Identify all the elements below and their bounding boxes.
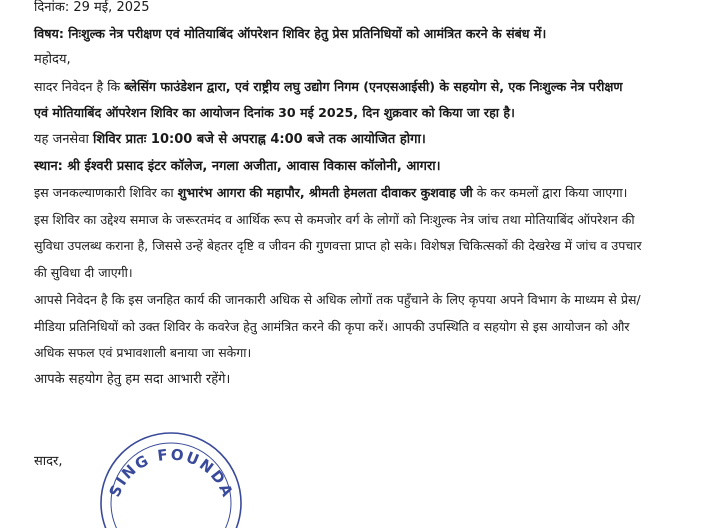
paragraph-intro-line-2: एवं मोतियाबिंद ऑपरेशन शिविर का आयोजन दिनांक 30 मई 2025, दिन शुक्रवार को किया जा रहा है। bbox=[34, 105, 515, 120]
paragraph-intro-line-1 bbox=[34, 77, 623, 97]
closing: सादर, bbox=[34, 454, 63, 469]
inauguration-lead: इस जनकल्याणकारी शिविर का bbox=[34, 185, 178, 200]
letter-subject: विषय: निःशुल्क नेत्र परीक्षण एवं मोतियाबिंद ऑपरेशन शिविर हेतु प्रेस प्रतिनिधियों को आमंत्रित करने के संबंध में। bbox=[34, 26, 547, 41]
salutation: महोदय, bbox=[34, 52, 71, 67]
request-line-3: अधिक सफल एवं प्रभावशाली बनाया जा सकेगा। bbox=[34, 345, 252, 360]
intro-bold-1: ब्लेसिंग फाउंडेशन द्वारा, एवं राष्ट्रीय लघु उद्योग निगम (एनएसआईसी) के सहयोग से, एक निःशुल्क नेत्र परीक्षण bbox=[124, 79, 623, 94]
purpose-line-2: सुविधा उपलब्ध कराना है, जिससे उन्हें बेहतर दृष्टि व जीवन की गुणवत्ता प्राप्त हो सके। विशेषज्ञ चिकित्सकों की देखरेख में जांच व उपचार bbox=[34, 238, 642, 253]
inauguration-tail: के कर कमलों द्वारा किया जाएगा। bbox=[472, 185, 628, 200]
thanks-line: आपके सहयोग हेतु हम सदा आभारी रहेंगे। bbox=[34, 372, 231, 387]
request-line-2: मीडिया प्रतिनिधियों को उक्त शिविर के कवरेज हेतु आमंत्रित करने की कृपा करें। आपकी उपस्थिति व सहयोग से इस आयोजन को और bbox=[34, 319, 630, 334]
seal-graphic bbox=[90, 408, 250, 528]
letter-date: दिनांक: 29 मई, 2025 bbox=[34, 0, 150, 15]
inauguration-bold: शुभारंभ आगरा की महापौर, श्रीमती हेमलता दीवाकर कुशवाह जी bbox=[177, 185, 473, 200]
venue-line: स्थान: श्री ईश्वरी प्रसाद इंटर कॉलेज, नगला अजीता, आवास विकास कॉलोनी, आगरा। bbox=[34, 159, 441, 174]
purpose-line-1: इस शिविर का उद्देश्य समाज के जरूरतमंद व आर्थिक रूप से कमजोर वर्ग के लोगों को निःशुल्क नेत्र जांच तथा मोतियाबिंद ऑपरेशन की bbox=[34, 212, 635, 227]
intro-lead: सादर निवेदन है कि bbox=[34, 79, 125, 94]
seal-text bbox=[90, 408, 237, 500]
time-bold: शिविर प्रातः 10:00 बजे से अपराह्न 4:00 बजे तक आयोजित होगा। bbox=[92, 132, 426, 147]
purpose-line-3: की सुविधा दी जाएगी। bbox=[34, 265, 133, 280]
seal-text-path: SING FOUNDA bbox=[105, 445, 237, 500]
time-line bbox=[34, 130, 426, 150]
time-lead: यह जनसेवा bbox=[34, 132, 93, 147]
foundation-seal bbox=[90, 408, 250, 528]
inauguration-line bbox=[34, 183, 627, 203]
request-line-1: आपसे निवेदन है कि इस जनहित कार्य की जानकारी अधिक से अधिक लोगों तक पहुँचाने के लिए कृपया अपने विभाग के माध्यम से प्रेस/ bbox=[34, 292, 641, 307]
